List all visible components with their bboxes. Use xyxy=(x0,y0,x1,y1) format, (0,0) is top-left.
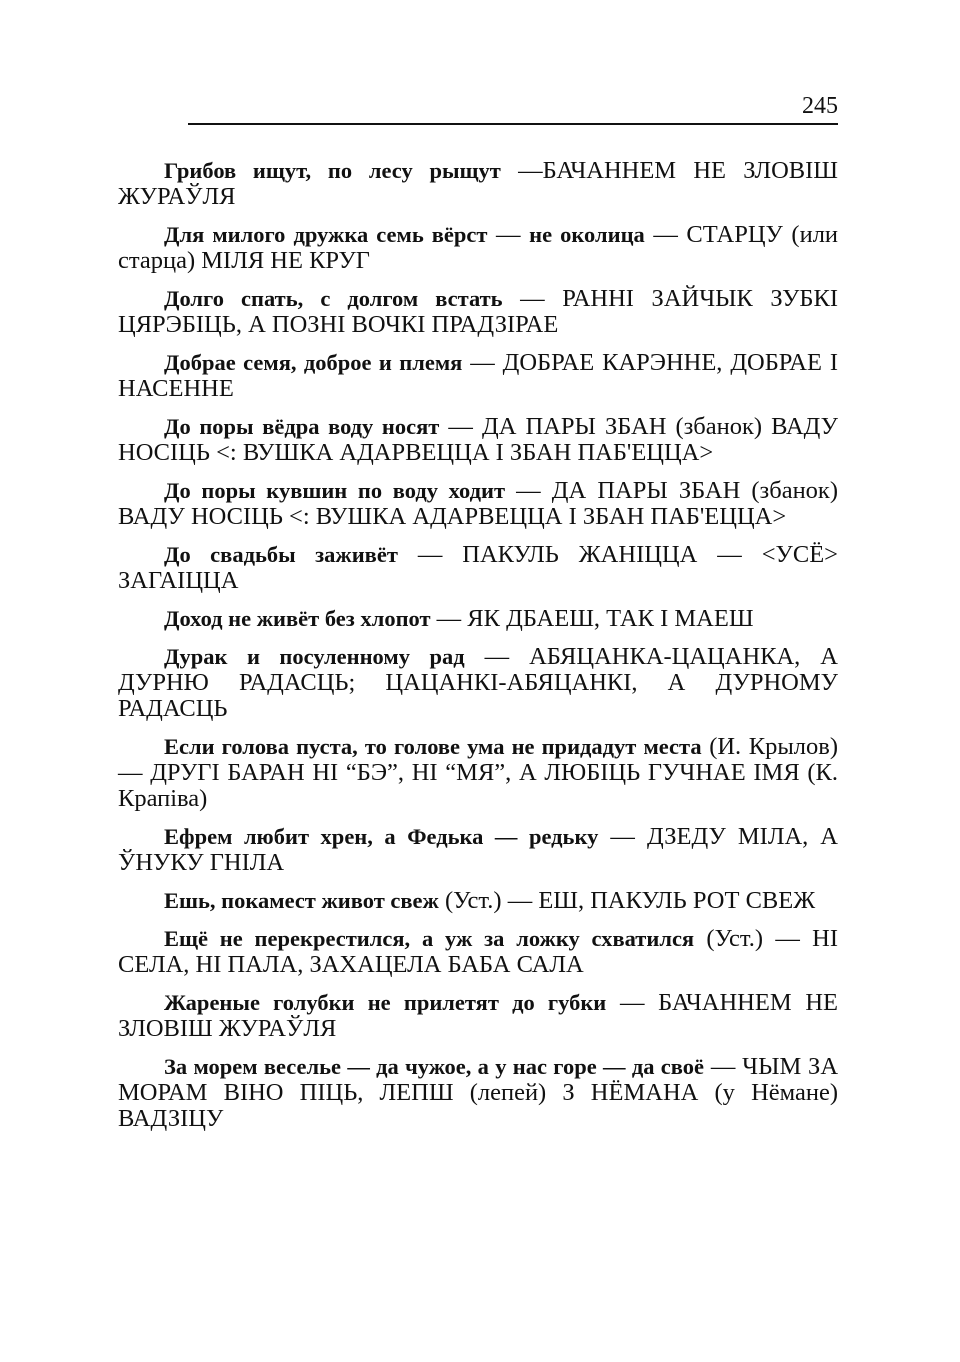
belarusian-equivalent: АБЯЦАНКА-ЦАЦАНКА, А ДУРНЮ РАДАСЦЬ; ЦАЦАНКІ-АБЯЦАНКІ, А ДУРНОМУ РАДАСЦЬ xyxy=(118,643,838,722)
proverb-entry xyxy=(118,926,838,978)
proverb-entry xyxy=(118,606,838,632)
separator: — xyxy=(644,221,687,248)
separator: — xyxy=(464,643,530,670)
russian-proverb-continuation: не околица xyxy=(529,222,645,247)
book-page xyxy=(118,80,838,1144)
attribution: (Уст.) xyxy=(444,887,502,914)
belarusian-equivalent: БАЧАННЕМ НЕ ЗЛОВІШ ЖУРАЎЛЯ xyxy=(118,989,838,1042)
separator: — xyxy=(598,823,647,850)
page-number: 245 xyxy=(802,93,838,119)
russian-proverb: Если голова пуста, то голове ума не придадут места xyxy=(164,734,702,759)
attribution: (И. Крылов) xyxy=(709,733,839,760)
belarusian-equivalent: ДЗЕДУ МІЛА, А ЎНУКУ ГНІЛА xyxy=(118,823,839,876)
russian-proverb: До свадьбы заживёт xyxy=(164,542,398,567)
russian-proverb: Дурак и посуленному рад xyxy=(164,644,465,669)
russian-proverb: До поры кувшин по воду ходит xyxy=(164,478,506,503)
separator: — xyxy=(439,413,483,440)
russian-proverb: До поры вёдра воду носят xyxy=(164,414,440,439)
separator: — xyxy=(487,221,530,248)
separator: — xyxy=(500,157,543,184)
separator: — xyxy=(397,541,463,568)
belarusian-equivalent: ЕШ, ПАКУЛЬ РОТ СВЕЖ xyxy=(538,887,816,914)
separator: — xyxy=(118,759,151,786)
proverb-list xyxy=(118,158,838,1132)
proverb-entry xyxy=(118,1054,838,1132)
page-header xyxy=(118,80,838,119)
russian-proverb: Ефрем любит хрен, а Федька — редьку xyxy=(164,824,599,849)
belarusian-equivalent: ПАКУЛЬ ЖАНІЦЦА — <УСЁ> ЗАГАІЦЦА xyxy=(118,541,838,594)
belarusian-equivalent: ЯК ДБАЕШ, ТАК І МАЕШ xyxy=(467,605,754,632)
attribution: (Уст.) xyxy=(706,925,764,952)
proverb-entry xyxy=(118,350,838,402)
russian-proverb: Долго спать, с долгом встать xyxy=(164,286,503,311)
separator xyxy=(694,925,706,952)
separator: — xyxy=(502,285,563,312)
belarusian-equivalent: НІ СЕЛА, НІ ПАЛА, ЗАХАЦЕЛА БАБА САЛА xyxy=(118,925,838,978)
belarusian-equivalent: БАЧАННЕМ НЕ ЗЛОВІШ ЖУРАЎЛЯ xyxy=(118,157,838,210)
belarusian-equivalent: РАННІ ЗАЙЧЫК ЗУБКІ ЦЯРЭБІЦЬ, А ПОЗНІ ВОЧКІ ПРАДЗІРАЕ xyxy=(118,285,838,338)
russian-proverb: Жареные голубки не прилетят до губки xyxy=(164,990,607,1015)
belarusian-equivalent: ДА ПАРЫ ЗБАН (збанок) ВАДУ НОСІЦЬ <: ВУШКА АДАРВЕЦЦА І ЗБАН ПАБ'ЕЦЦА> xyxy=(118,413,839,466)
belarusian-equivalent: ЧЫМ ЗА МОРАМ ВІНО ПІЦЬ, ЛЕПШ (лепей) З НЁМАНА (у Нёмане) ВАДЗІЦУ xyxy=(118,1053,839,1132)
proverb-entry xyxy=(118,888,838,914)
proverb-entry xyxy=(118,542,838,594)
belarusian-equivalent: СТАРЦУ (или старца) МІЛЯ НЕ КРУГ xyxy=(118,221,839,274)
proverb-entry xyxy=(118,222,838,274)
russian-proverb: Ешь, покамест живот свеж xyxy=(164,888,439,913)
separator: — xyxy=(430,605,468,632)
proverb-entry xyxy=(118,644,838,722)
proverb-entry xyxy=(118,286,838,338)
separator: — xyxy=(501,887,539,914)
russian-proverb: Добрае семя, доброе и племя xyxy=(164,350,463,375)
separator: — xyxy=(462,349,503,376)
proverb-entry xyxy=(118,990,838,1042)
belarusian-equivalent: ДРУГІ БАРАН НІ “БЭ”, НІ “МЯ”, А ЛЮБІЦЬ ГУЧНАЕ ІМЯ (К. Крапіва) xyxy=(118,759,838,812)
russian-proverb: Грибов ищут, по лесу рыщут xyxy=(164,158,501,183)
separator: — xyxy=(606,989,659,1016)
separator: — xyxy=(505,477,552,504)
separator: — xyxy=(763,925,813,952)
proverb-entry xyxy=(118,824,838,876)
separator: — xyxy=(704,1053,743,1080)
belarusian-equivalent: ДОБРАЕ КАРЭННЕ, ДОБРАЕ І НАСЕННЕ xyxy=(118,349,838,402)
proverb-entry xyxy=(118,158,838,210)
russian-proverb: Доход не живёт без хлопот xyxy=(164,606,431,631)
proverb-entry xyxy=(118,478,838,530)
russian-proverb: Ещё не перекрестился, а уж за ложку схватился xyxy=(164,926,695,951)
proverb-entry xyxy=(118,734,838,812)
belarusian-equivalent: ДА ПАРЫ ЗБАН (збанок) ВАДУ НОСІЦЬ <: ВУШКА АДАРВЕЦЦА І ЗБАН ПАБ'ЕЦЦА> xyxy=(118,477,838,530)
header-rule xyxy=(188,123,838,125)
proverb-entry xyxy=(118,414,838,466)
russian-proverb: За морем веселье — да чужое, а у нас горе — да своё xyxy=(164,1054,705,1079)
russian-proverb: Для милого дружка семь вёрст xyxy=(164,222,488,247)
